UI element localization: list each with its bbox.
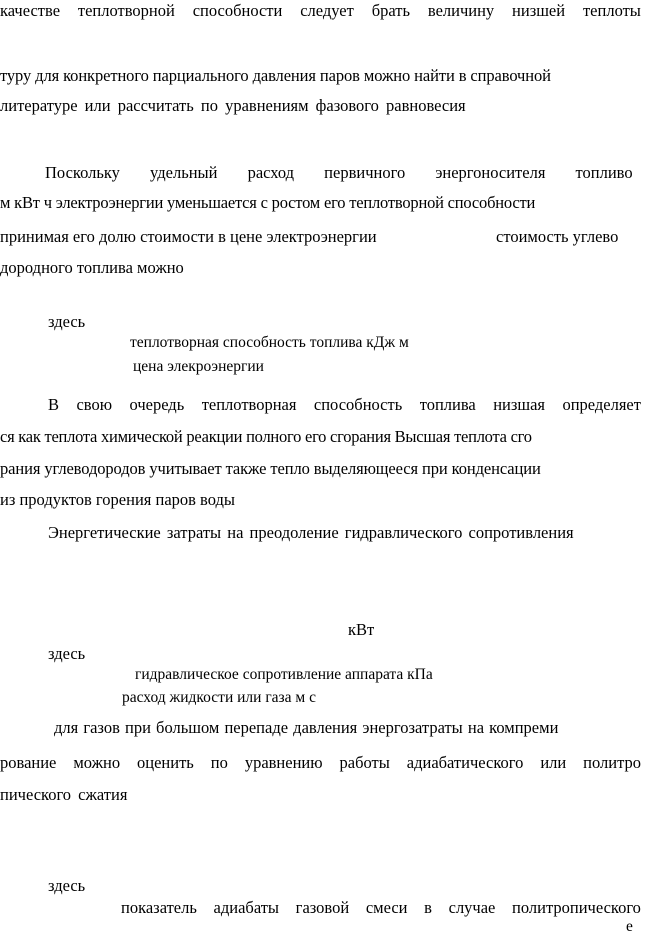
- text-line-6a-content: принимая его долю стоимости в цене электроэнергии: [0, 227, 377, 246]
- text-line-16-content: кВт: [348, 620, 375, 639]
- text-line-19-content: расход жидкости или газа м с: [122, 689, 316, 706]
- text-line-17: [48, 644, 85, 664]
- text-line-6b: [496, 227, 618, 247]
- text-line-20-content: для газов при большом перепаде давления энергозатраты на компреми: [54, 718, 559, 737]
- text-line-9-content: теплотворная способность топлива кДж м: [130, 334, 409, 351]
- word: рование: [0, 753, 57, 772]
- text-line-19: [122, 688, 316, 708]
- word: случае: [448, 898, 496, 917]
- word: по: [210, 753, 228, 772]
- word: оценить: [137, 753, 194, 772]
- word: показатель: [121, 898, 197, 917]
- word: очередь: [129, 395, 185, 414]
- word: политро: [583, 753, 641, 772]
- word: уравнению: [244, 753, 323, 772]
- text-line-7-content: дородного топлива можно: [0, 258, 184, 277]
- text-line-5: [0, 193, 535, 213]
- text-line-3-content: литературе или рассчитать по уравнениям фазового равновесия: [0, 96, 466, 115]
- word: низшей: [512, 1, 566, 20]
- word: способность: [313, 395, 403, 414]
- text-line-9: [130, 333, 409, 353]
- word: способности: [192, 1, 283, 20]
- word: свою: [76, 395, 113, 414]
- text-line-20: [54, 718, 558, 738]
- text-line-1-content: [0, 1, 641, 21]
- word: адиабатического: [406, 753, 524, 772]
- text-line-24-content: [121, 898, 641, 918]
- word: низшая: [493, 395, 545, 414]
- word: адиабаты: [213, 898, 280, 917]
- word: следует: [300, 1, 354, 20]
- text-line-11-content: [48, 395, 641, 415]
- text-line-6b-content: стоимость углево: [496, 227, 619, 246]
- word: определяет: [562, 395, 641, 414]
- text-line-13: [0, 459, 541, 479]
- word: в: [424, 898, 432, 917]
- text-line-14: [0, 490, 235, 510]
- text-line-14-content: из продуктов горения паров воды: [0, 490, 235, 509]
- text-line-3: [0, 96, 466, 116]
- text-line-12: [0, 427, 641, 447]
- text-line-10-content: цена элекроэнергии: [133, 358, 264, 375]
- text-line-25: [626, 917, 633, 937]
- text-line-10: [133, 357, 264, 377]
- word: В: [48, 395, 60, 414]
- word: качестве: [0, 1, 61, 20]
- text-line-18-content: гидравлическое сопротивление аппарата кПа: [135, 666, 433, 683]
- text-line-13-content: рания углеводородов учитывает также тепло выделяющееся при конденсации: [0, 459, 541, 478]
- text-line-4-content: Поскольку удельный расход первичного энергоносителя топливо: [45, 163, 633, 182]
- text-line-23: [48, 876, 85, 896]
- text-line-22-content: пического сжатия: [0, 785, 128, 804]
- text-line-15-content: Энергетические затраты на преодоление гидравлического сопротивления: [48, 523, 574, 542]
- text-line-17-content: здесь: [48, 644, 86, 663]
- text-line-23-content: здесь: [48, 876, 86, 895]
- word: теплоты: [582, 1, 641, 20]
- text-line-16: [348, 620, 374, 640]
- text-line-6a: [0, 227, 377, 247]
- text-line-18: [135, 665, 433, 685]
- word: работы: [339, 753, 390, 772]
- word: можно: [73, 753, 121, 772]
- word: теплотворной: [77, 1, 175, 20]
- text-line-25-content: е: [626, 918, 633, 935]
- text-line-12-content: ся как теплота химической реакции полного его сгорания Высшая теплота сго: [0, 427, 532, 446]
- word: смеси: [365, 898, 408, 917]
- text-line-22: [0, 785, 127, 805]
- text-line-21-content: [0, 753, 641, 773]
- word: политропического: [512, 898, 641, 917]
- text-line-2-content: туру для конкретного парциального давления паров можно найти в справочной: [0, 66, 551, 85]
- word: величину: [427, 1, 495, 20]
- text-line-1: [0, 1, 641, 21]
- word: газовой: [295, 898, 350, 917]
- word: брать: [371, 1, 410, 20]
- text-line-8-content: здесь: [48, 312, 86, 331]
- text-line-2: [0, 66, 641, 86]
- text-line-8: [48, 312, 85, 332]
- text-line-15: [48, 523, 574, 543]
- word: топлива: [419, 395, 476, 414]
- text-line-11: [48, 395, 641, 415]
- text-line-5-content: м кВт ч электроэнергии уменьшается с ростом его теплотворной способности: [0, 193, 536, 212]
- text-line-24: [121, 898, 641, 918]
- word: теплотворная: [201, 395, 297, 414]
- text-line-21: [0, 753, 641, 773]
- word: или: [540, 753, 567, 772]
- text-line-4: [45, 163, 633, 183]
- text-line-7: [0, 258, 184, 278]
